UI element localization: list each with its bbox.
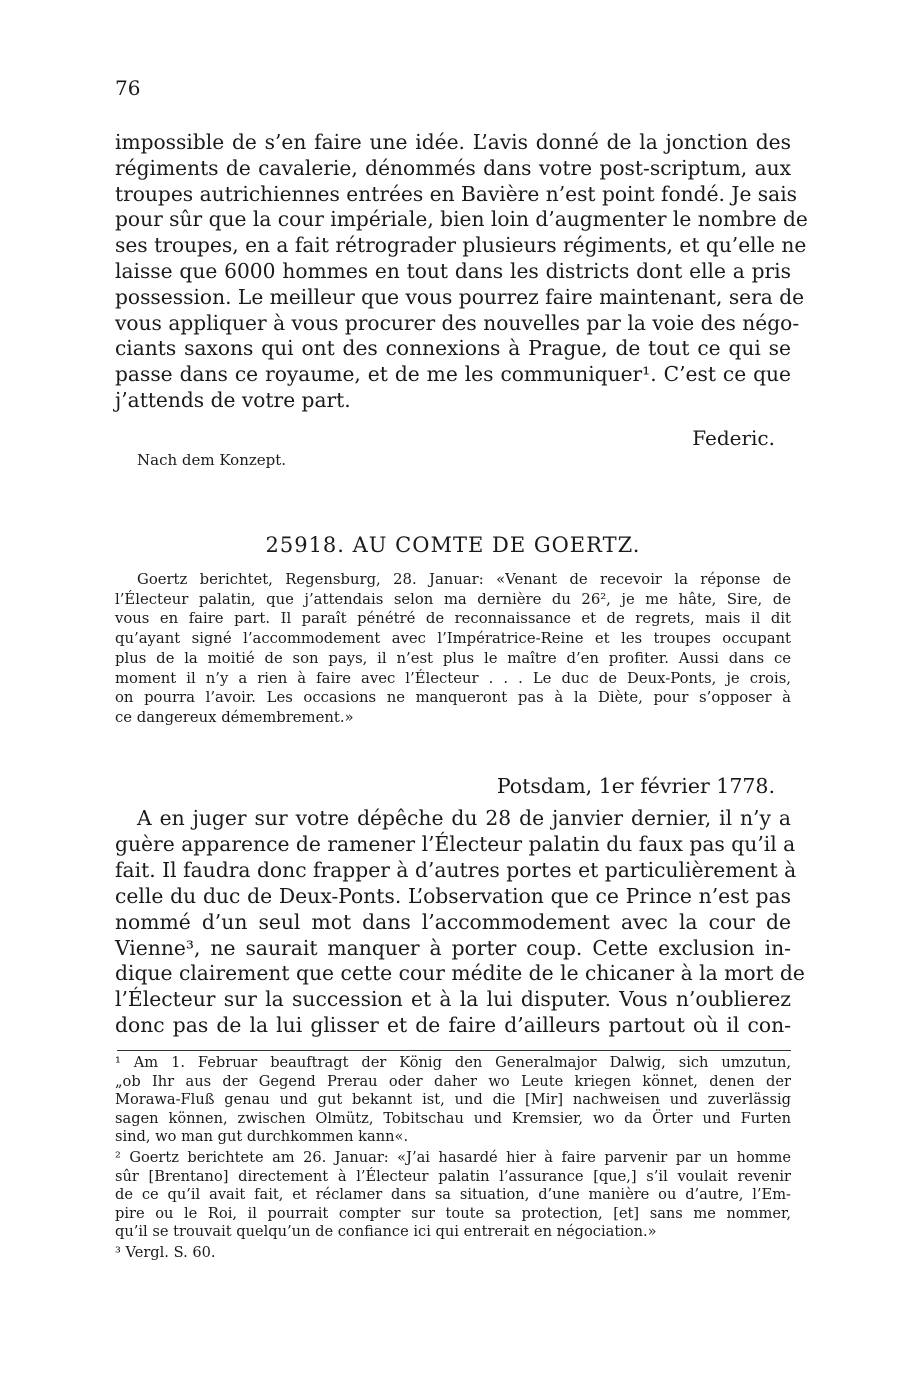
previous-letter-text [115, 130, 808, 414]
text-line: ciants saxons qui ont des connexions à Prague, de tout ce qui se [115, 336, 791, 361]
text-line: laisse que 6000 hommes en tout dans les districts dont elle a pris [115, 258, 791, 283]
summary-line: vous en faire part. Il paraît pénétré de reconnaissance et de regrets, mais il dit [115, 610, 791, 628]
footnote-3 [115, 1244, 791, 1263]
footnote-line: sind, wo man gut durchkommen kann«. [115, 1128, 409, 1146]
text-line: Vienne³, ne saurait manquer à porter coup. Cette exclusion in- [115, 935, 791, 960]
text-line: ses troupes, en a fait rétrograder plusieurs régiments, et qu’elle ne [115, 233, 807, 258]
text-line: guère apparence de ramener l’Électeur palatin du faux pas qu’il a [115, 831, 796, 856]
text-line: troupes autrichiennes entrées en Bavière n’est point fondé. Je sais [115, 181, 798, 206]
footnote-line: ³ Vergl. S. 60. [115, 1243, 216, 1261]
summary-line: moment il n’y a rien à faire avec l’Électeur . . . Le duc de Deux-Ponts, je crois, [115, 669, 791, 687]
dateline: Potsdam, 1er février 1778. [496, 774, 775, 798]
footnote-line: pire ou le Roi, il pourrait compter sur toute sa protection, [et] sans me nommer, [115, 1204, 791, 1222]
footnote-2 [115, 1149, 791, 1242]
text-line: possession. Le meilleur que vous pourrez faire maintenant, sera de [115, 284, 805, 309]
footnote-line: „ob Ihr aus der Gegend Prerau oder daher wo Leute kriegen könnet, denen der [115, 1072, 791, 1090]
text-line: celle du duc de Deux-Ponts. L’observation que ce Prince n’est pas [115, 883, 791, 908]
footnote-line: ¹ Am 1. Februar beauftragt der König den Generalmajor Dalwig, sich umzutun, [115, 1054, 791, 1071]
summary-line: qu’ayant signé l’accommodement avec l’Impératrice-Reine et les troupes occupant [115, 630, 791, 648]
letter-summary [115, 570, 791, 728]
footnote-line: qu’il se trouvait quelqu’un de confiance ici qui entrerait en négociation.» [115, 1223, 657, 1241]
text-line: passe dans ce royaume, et de me les communiquer¹. C’est ce que [115, 362, 791, 387]
signature: Federic. [692, 426, 775, 450]
footnote-line: Morawa-Fluß genau und gut bekannt ist, und die [Mir] nachweisen und zuverlässig [115, 1091, 791, 1109]
text-line: nommé d’un seul mot dans l’accommodement avec la cour de [115, 909, 791, 934]
footnote-divider [117, 1050, 791, 1051]
text-line: pour sûr que la cour impériale, bien loin d’augmenter le nombre de [115, 207, 808, 232]
text-line: donc pas de la lui glisser et de faire d’ailleurs partout où il con- [115, 1013, 791, 1038]
page-number: 76 [115, 76, 141, 100]
text-line: impossible de s’en faire une idée. L’avis donné de la jonction des [115, 130, 791, 154]
text-line: régiments de cavalerie, dénommés dans votre post-scriptum, aux [115, 155, 791, 180]
source-note: Nach dem Konzept. [137, 451, 287, 469]
letter-text [115, 806, 805, 1039]
summary-line: plus de la moitié de son pays, il n’est plus le maître d’en profiter. Aussi dans ce [115, 649, 791, 667]
summary-line: l’Électeur palatin, que j’attendais selon ma dernière du 26², je me hâte, Sire, de [115, 590, 791, 608]
summary-line: Goertz berichtet, Regensburg, 28. Januar: «Venant de recevoir la réponse de [137, 571, 791, 588]
footnotes [115, 1054, 791, 1265]
text-line: fait. Il faudra donc frapper à d’autres portes et particulièrement à [115, 857, 797, 882]
footnote-1 [115, 1054, 791, 1147]
summary-line: ce dangereux démembrement.» [115, 708, 354, 726]
footnote-line: ² Goertz berichtete am 26. Januar: «J’ai hasardé hier à faire parvenir par un homme [115, 1148, 791, 1166]
footnote-line: de ce qu’il avait fait, et réclamer dans sa situation, d’une manière ou d’autre, l’Em- [115, 1186, 791, 1204]
text-line: dique clairement que cette cour médite de le chicaner à la mort de [115, 961, 805, 986]
summary-line: on pourra l’avoir. Les occasions ne manqueront pas à la Diète, pour s’opposer à [115, 689, 791, 707]
footnote-line: sûr [Brentano] directement à l’Électeur palatin l’assurance [que,] s’il voulait revenir [115, 1167, 791, 1185]
letter-heading: 25918. AU COMTE DE GOERTZ. [265, 533, 641, 557]
text-line: A en juger sur votre dépêche du 28 de janvier dernier, il n’y a [137, 806, 791, 830]
text-line: l’Électeur sur la succession et à la lui disputer. Vous n’oublierez [115, 987, 791, 1012]
text-line: vous appliquer à vous procurer des nouvelles par la voie des négo- [115, 310, 800, 335]
footnote-line: sagen können, zwischen Olmütz, Tobitschau und Kremsier, wo da Örter und Furten [115, 1109, 791, 1127]
text-line: j’attends de votre part. [115, 387, 351, 412]
